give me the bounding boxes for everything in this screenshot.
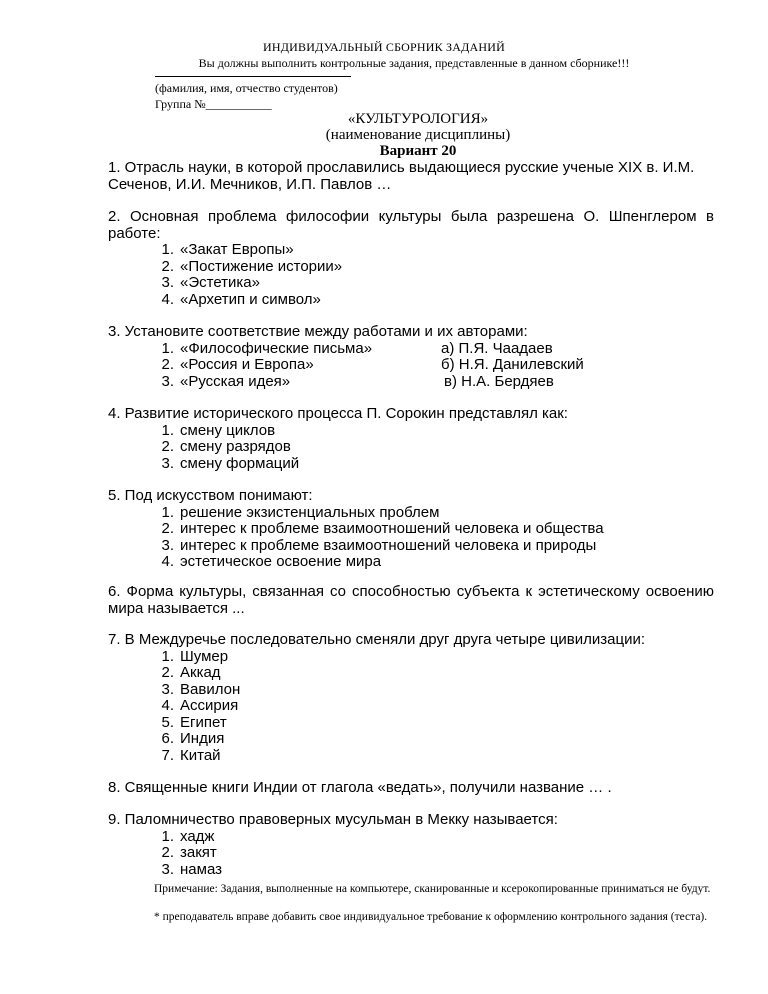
note-2: * преподаватель вправе добавить свое индивидуальное требование к оформлению контрольного задания (теста). (154, 911, 708, 923)
question-3-work: 1. «Философические письма» (161, 339, 373, 357)
question-4: 4. Развитие исторического процесса П. Сорокин представлял как: (108, 405, 568, 422)
question-4-option: 1. смену циклов (161, 421, 276, 439)
question-5-option: 4. эстетическое освоение мира (161, 553, 382, 570)
question-7-option: 7. Китай (161, 746, 221, 764)
question-2-option: 2. «Постижение истории» (161, 257, 343, 275)
question-4-option: 3. смену формаций (161, 454, 300, 472)
question-5-option: 2. интерес к проблеме взаимоотношений человека и общества (161, 520, 604, 537)
question-8: 8. Священные книги Индии от глагола «ведать», получили название … . (108, 779, 612, 796)
question-7-option: 3. Вавилон (161, 680, 241, 698)
question-3-work: 3. «Русская идея» (161, 372, 291, 390)
question-3-author: а) П.Я. Чаадаев (441, 339, 553, 357)
question-7: 7. В Междуречье последовательно сменяли друг друга четыре цивилизации: (108, 631, 646, 648)
student-name-caption: (фамилия, имя, отчество студентов) (155, 81, 338, 95)
subject-caption: (наименование дисциплины) (325, 127, 511, 143)
variant-title: Вариант 20 (379, 143, 457, 159)
name-fill-line (155, 76, 351, 77)
question-9-option: 1. хадж (161, 827, 215, 845)
question-2-option: 4. «Архетип и символ» (161, 290, 321, 308)
question-5-option: 1. решение экзистенциальных проблем (161, 503, 440, 521)
group-field: Группа №___________ (155, 97, 272, 111)
question-5: 5. Под искусством понимают: (108, 487, 313, 504)
question-7-option: 1. Шумер (161, 647, 229, 665)
question-9-option: 3. намаз (161, 860, 222, 878)
question-3-work: 2. «Россия и Европа» (161, 356, 314, 373)
question-3-author: в) Н.А. Бердяев (444, 372, 554, 390)
question-7-option: 4. Ассирия (161, 697, 239, 714)
question-1: 1. Отрасль науки, в которой прославились выдающиеся русские ученые XIX в. И.М. Сеченов, И.И. Мечников, И.П. Павлов … (108, 159, 695, 193)
question-2-option: 3. «Эстетика» (161, 274, 260, 291)
question-2: 2. Основная проблема философии культуры была разрешена О. Шпенглером в работе: (108, 208, 714, 242)
question-9-option: 2. закят (161, 844, 217, 861)
question-5-option: 3. интерес к проблеме взаимоотношений человека и природы (161, 536, 597, 554)
question-7-option: 6. Индия (161, 730, 225, 747)
collection-title: ИНДИВИДУАЛЬНЫЙ СБОРНИК ЗАДАНИЙ (263, 40, 505, 54)
question-2-option: 1. «Закат Европы» (161, 241, 294, 258)
note-1: Примечание: Задания, выполненные на компьютере, сканированные и ксерокопированные приниматься не будут. (154, 883, 711, 895)
subject-title: «КУЛЬТУРОЛОГИЯ» (347, 111, 489, 127)
question-4-option: 2. смену разрядов (161, 438, 291, 455)
question-7-option: 2. Аккад (161, 664, 221, 681)
instruction-line: Вы должны выполнить контрольные задания, представленные в данном сборнике!!! (198, 56, 630, 70)
question-3-author: б) Н.Я. Данилевский (441, 356, 584, 373)
question-6: 6. Форма культуры, связанная со способностью субъекта к эстетическому освоению мира называется ... (108, 583, 714, 617)
question-7-option: 5. Египет (161, 713, 227, 731)
question-9: 9. Паломничество правоверных мусульман в Мекку называется: (108, 811, 558, 828)
question-3: 3. Установите соответствие между работами и их авторами: (108, 323, 528, 340)
